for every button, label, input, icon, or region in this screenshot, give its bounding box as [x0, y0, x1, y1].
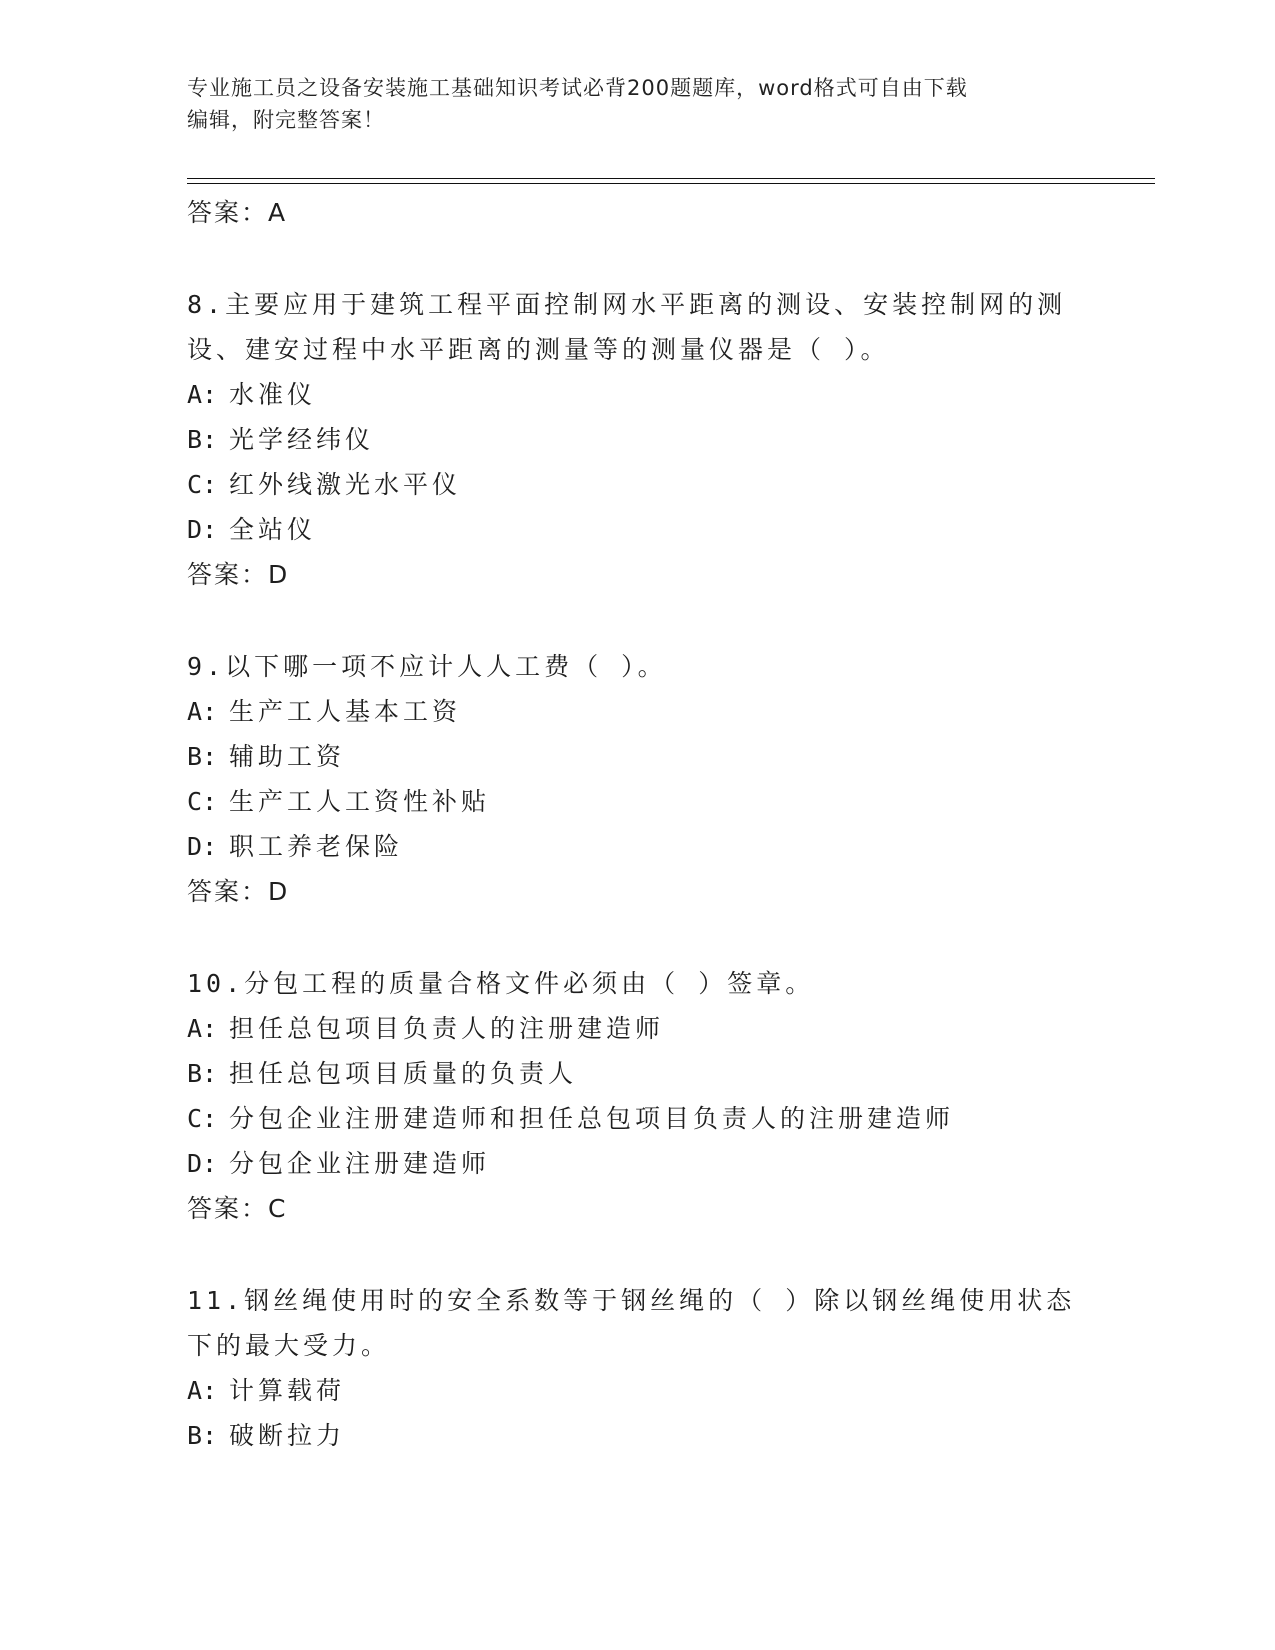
option-letter: C:	[187, 470, 218, 499]
option-a	[187, 1368, 1087, 1413]
answer-line: 答案：D	[187, 560, 290, 589]
answer-line: 答案：A	[187, 198, 288, 227]
option-text: 生产工人工资性补贴	[229, 787, 491, 816]
question-text: 11.钢丝绳使用时的安全系数等于钢丝绳的（ ）除以钢丝绳使用状态下的最大受力。	[187, 1286, 1076, 1360]
option-d	[187, 1141, 1087, 1186]
option-letter: C:	[187, 1104, 218, 1133]
option-letter: B:	[187, 1059, 218, 1088]
option-letter: B:	[187, 425, 218, 454]
option-letter: B:	[187, 742, 218, 771]
spacer	[187, 914, 1087, 961]
option-b	[187, 734, 1087, 779]
option-text: 全站仪	[229, 515, 317, 544]
question-block-10	[187, 961, 1087, 1231]
option-text: 辅助工资	[229, 742, 346, 771]
answer-block-7	[187, 190, 1087, 235]
option-letter: D:	[187, 1149, 218, 1178]
option-text: 担任总包项目负责人的注册建造师	[229, 1014, 665, 1043]
option-letter: D:	[187, 832, 218, 861]
question-text: 10.分包工程的质量合格文件必须由（ ）签章。	[187, 969, 815, 998]
option-c	[187, 779, 1087, 824]
option-d	[187, 824, 1087, 869]
option-letter: A:	[187, 697, 218, 726]
document-header	[187, 72, 1087, 136]
option-b	[187, 1051, 1087, 1096]
answer-line: 答案：D	[187, 877, 290, 906]
option-b	[187, 417, 1087, 462]
header-title-line-2: 编辑，附完整答案！	[187, 108, 385, 132]
option-text: 生产工人基本工资	[229, 697, 462, 726]
option-letter: D:	[187, 515, 218, 544]
spacer	[187, 597, 1087, 644]
option-text: 破断拉力	[229, 1421, 346, 1450]
option-text: 计算载荷	[229, 1376, 346, 1405]
option-a	[187, 689, 1087, 734]
question-text: 8.主要应用于建筑工程平面控制网水平距离的测设、安装控制网的测设、建安过程中水平距离的测量等的测量仪器是（ ）。	[187, 290, 1067, 364]
option-letter: A:	[187, 1014, 218, 1043]
option-text: 红外线激光水平仪	[229, 470, 462, 499]
option-text: 光学经纬仪	[229, 425, 375, 454]
option-a	[187, 372, 1087, 417]
spacer	[187, 235, 1087, 282]
option-d	[187, 507, 1087, 552]
option-text: 职工养老保险	[229, 832, 404, 861]
header-divider-top	[187, 178, 1155, 179]
question-list	[187, 190, 1087, 1458]
option-letter: A:	[187, 1376, 218, 1405]
option-text: 分包企业注册建造师	[229, 1149, 491, 1178]
option-letter: C:	[187, 787, 218, 816]
option-letter: B:	[187, 1421, 218, 1450]
option-text: 分包企业注册建造师和担任总包项目负责人的注册建造师	[229, 1104, 955, 1133]
question-text: 9.以下哪一项不应计人人工费（ ）。	[187, 652, 667, 681]
header-divider-bottom	[187, 183, 1155, 184]
option-c	[187, 462, 1087, 507]
option-c	[187, 1096, 1087, 1141]
option-b	[187, 1413, 1087, 1458]
answer-line: 答案：C	[187, 1194, 288, 1223]
question-block-9	[187, 644, 1087, 914]
option-text: 担任总包项目质量的负责人	[229, 1059, 578, 1088]
question-block-11	[187, 1278, 1087, 1458]
header-title-line-1: 专业施工员之设备安装施工基础知识考试必背200题题库，word格式可自由下载	[187, 76, 968, 100]
spacer	[187, 1231, 1087, 1278]
question-block-8	[187, 282, 1087, 597]
option-letter: A:	[187, 380, 218, 409]
option-a	[187, 1006, 1087, 1051]
option-text: 水准仪	[229, 380, 317, 409]
